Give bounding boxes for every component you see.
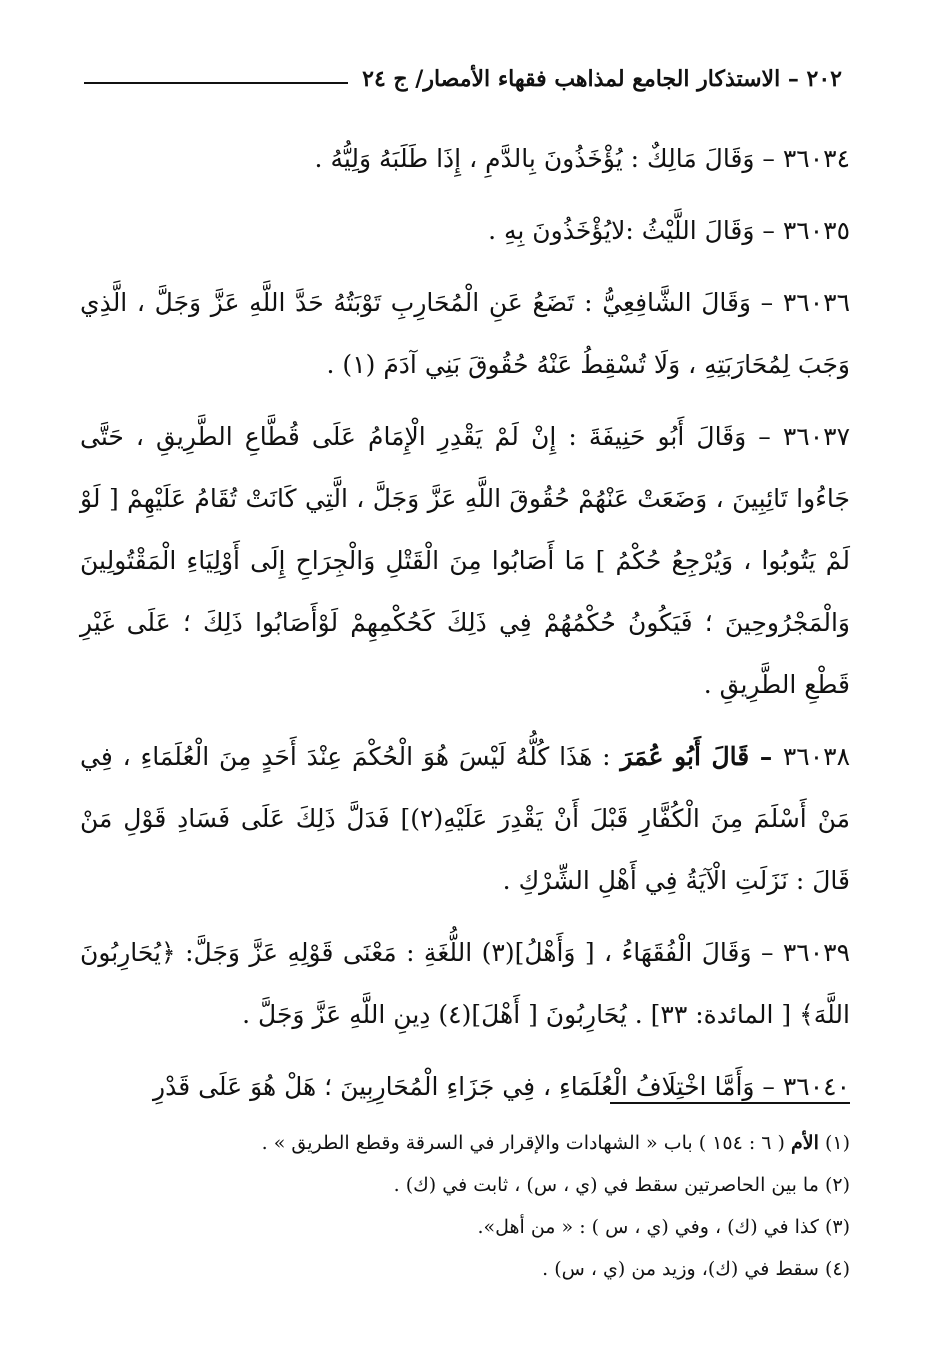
paragraph-number: ٣٦٠٣٩ (782, 938, 850, 967)
running-header (84, 52, 842, 92)
paragraph-number: ٣٦٠٣٤ (782, 144, 850, 173)
header-title: ٢٠٢ – الاستذكار الجامع لمذاهب فقهاء الأمصار/ ج ٢٤ (362, 65, 842, 92)
paragraph-36040 (80, 1056, 850, 1118)
footnotes (100, 1122, 850, 1290)
paragraph-36035 (80, 200, 850, 262)
header-rule (84, 82, 348, 84)
paragraph-text: – وَقَالَ أَبُو حَنِيفَةَ : إِنْ لَمْ يَقْدِرِ الْإِمَامُ عَلَى قُطَّاعِ الطَّرِيقِ ، حَتَّى جَاءُوا تَائِبِينَ ، وَضَعَتْ عَنْهُمْ حُقُوقَ اللَّهِ عَزَّ وَجَلَّ ، الَّتِي كَانَتْ تُقَامُ عَلَيْهِمْ [ لَوْ لَمْ يَتُوبُوا ، وَيُرْجِعُ حُكْمُ ] مَا أَصَابُوا مِنَ الْقَتْلِ وَالْجِرَاحِ إِلَى أَوْلِيَاءِ الْمَقْتُولِينَ وَالْمَجْرُوحِينَ ؛ فَيَكُونُ حُكْمُهُمْ فِي ذَلِكَ كَحُكْمِهِمْ لَوْأَصَابُوا ذَلِكَ ؛ عَلَى غَيْرِ قَطْعِ الطَّرِيقِ . (80, 422, 850, 699)
paragraph-36037 (80, 406, 850, 716)
main-text (80, 128, 850, 1128)
paragraph-text: – وَقَالَ الشَّافِعِيُّ : تَضَعُ عَنِ الْمُحَارِبِ تَوْبَتُهُ حَدَّ اللَّهِ عَزَّ وَجَلَّ ، الَّذِي وَجَبَ لِمُحَارَبَتِهِ ، وَلَا تُسْقِطُ عَنْهُ حُقُوقَ بَنِي آدَمَ (١) . (80, 288, 850, 379)
paragraph-lead: – قَالَ أَبُو عُمَرَ (620, 742, 783, 771)
footnote-text: كذا في (ك) ، وفي (ي ، س ) : « من أهل». (477, 1216, 825, 1238)
footnote-4 (100, 1248, 850, 1290)
paragraph-number: ٣٦٠٣٧ (782, 422, 850, 451)
footnote-source: الأم (791, 1132, 819, 1154)
footnote-text: ( ٦ : ١٥٤ ) باب « الشهادات والإقرار في السرقة وقطع الطريق » . (261, 1132, 791, 1154)
footnote-1 (100, 1122, 850, 1164)
paragraph-number: ٣٦٠٣٦ (782, 288, 850, 317)
paragraph-text: – وَقَالَ الْفُقَهَاءُ ، [ وَأَهْلُ](٣) اللُّغَةِ : مَعْنَى قَوْلِهِ عَزَّ وَجَلَّ: ﴿يُحَارِبُونَ اللَّهَ﴾ [ المائدة: ٣٣] . يُحَارِبُونَ [ أَهْلَ](٤) دِينِ اللَّهِ عَزَّ وَجَلَّ . (80, 938, 850, 1029)
footnote-text: سقط في (ك)، وزيد من (ي ، س) . (542, 1258, 825, 1280)
footnote-3 (100, 1206, 850, 1248)
paragraph-36038 (80, 726, 850, 912)
paragraph-number: ٣٦٠٣٨ (782, 742, 850, 771)
paragraph-number: ٣٦٠٤٠ (782, 1072, 850, 1101)
footnote-marker: (٢) (824, 1174, 850, 1196)
footnote-marker: (٤) (824, 1258, 850, 1280)
footnote-separator (610, 1102, 850, 1104)
footnote-marker: (١) (824, 1132, 850, 1154)
paragraph-text: – وَأَمَّا اخْتِلَافُ الْعُلَمَاءِ ، فِي جَزَاءِ الْمُحَارِبِينَ ؛ هَلْ هُوَ عَلَى قَدْرِ (153, 1072, 783, 1101)
paragraph-36034 (80, 128, 850, 190)
paragraph-text: – وَقَالَ اللَّيْثُ :لايُؤْخَذُونَ بِهِ . (488, 216, 783, 245)
footnote-2 (100, 1164, 850, 1206)
footnote-text: ما بين الحاصرتين سقط في (ي ، س) ، ثابت في (ك) . (393, 1174, 825, 1196)
paragraph-text: : هَذَا كُلُّهُ لَيْسَ هُوَ الْحُكْمَ عِنْدَ أَحَدٍ مِنَ الْعُلَمَاءِ ، فِي مَنْ أَسْلَمَ مِنَ الْكُفَّارِ قَبْلَ أَنْ يَقْدِرَ عَلَيْهِ(٢)] فَدَلَّ ذَلِكَ عَلَى فَسَادِ قَوْلِ مَنْ قَالَ : نَزَلَتِ الْآيَةُ فِي أَهْلِ الشِّرْكِ . (80, 742, 850, 895)
paragraph-36036 (80, 272, 850, 396)
paragraph-36039 (80, 922, 850, 1046)
paragraph-number: ٣٦٠٣٥ (782, 216, 850, 245)
footnote-marker: (٣) (824, 1216, 850, 1238)
paragraph-text: – وَقَالَ مَالِكٌ : يُؤْخَذُونَ بِالدَّمِ ، إِذَا طَلَبَهُ وَلِيُّهُ . (314, 144, 783, 173)
